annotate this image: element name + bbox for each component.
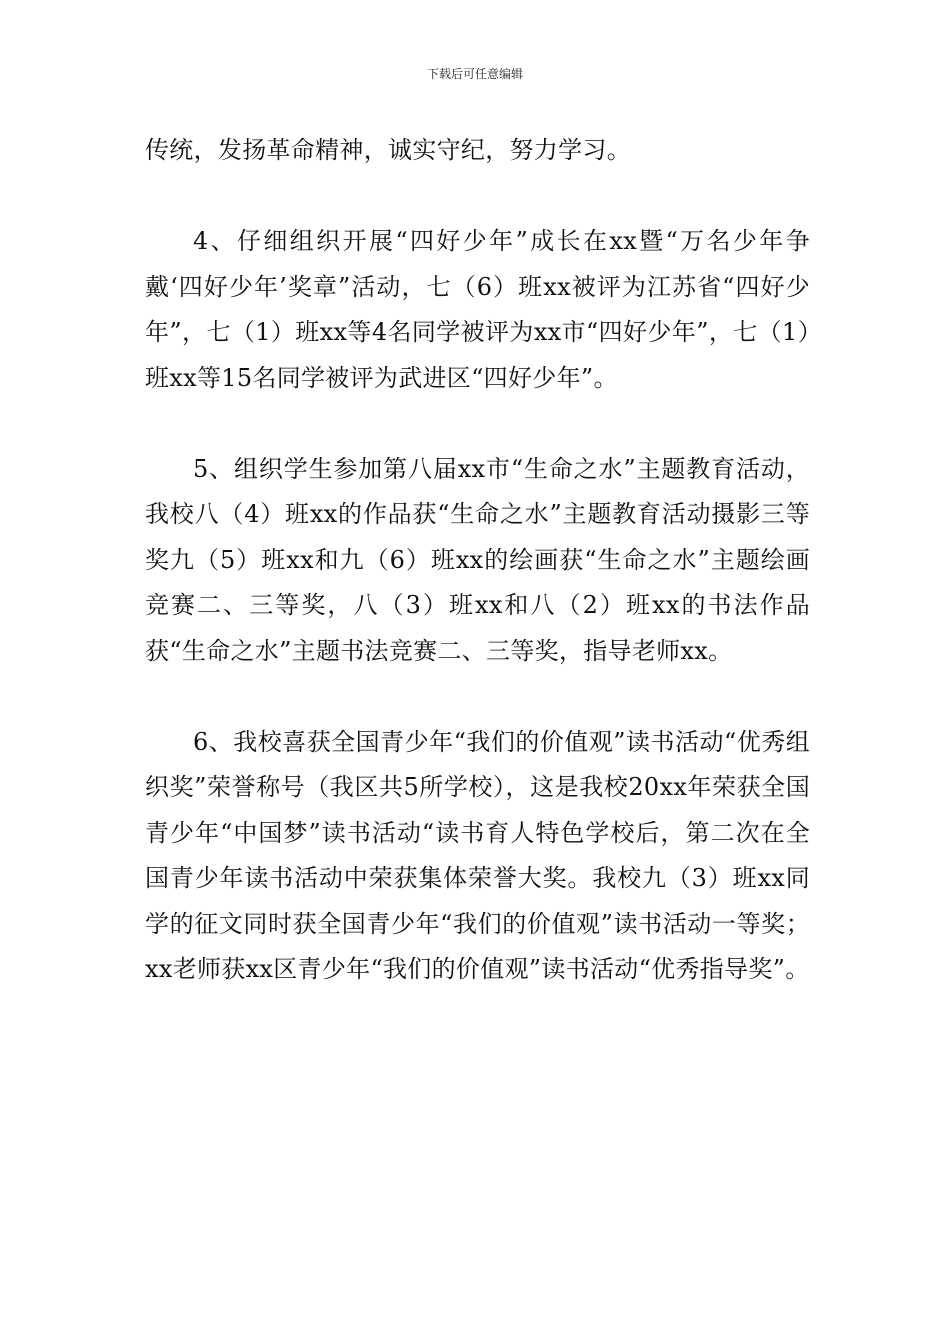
paragraph-item-6: 6、我校喜获全国青少年“我们的价值观”读书活动“优秀组织奖”荣誉称号（我区共5所学校），这是我校20xx年荣获全国青少年“中国梦”读书活动“读书育人特色学校后，第二次在全国青少年读书活动中荣获集体荣誉大奖。我校九（3）班xx同学的征文同时获全国青少年“我们的价值观”读书活动一等奖；xx老师获xx区青少年“我们的价值观”读书活动“优秀指导奖”。 [145, 727, 810, 983]
page-header-note: 下载后可任意编辑 [426, 67, 523, 81]
document-body [145, 128, 810, 993]
paragraph-item-4: 4、仔细组织开展“四好少年”成长在xx暨“万名少年争戴‘四好少年’奖章”活动，七（6）班xx被评为江苏省“四好少年”，七（1）班xx等4名同学被评为xx市“四好少年”，七（1）班xx等15名同学被评为武进区“四好少年”。 [145, 227, 810, 392]
paragraph-item-5: 5、组织学生参加第八届xx市“生命之水”主题教育活动，我校八（4）班xx的作品获“生命之水”主题教育活动摄影三等奖九（5）班xx和九（6）班xx的绘画获“生命之水”主题绘画竞赛二、三等奖，八（3）班xx和八（2）班xx的书法作品获“生命之水”主题书法竞赛二、三等奖，指导老师xx。 [145, 454, 810, 665]
paragraph-continuation: 传统，发扬革命精神，诚实守纪，努力学习。 [145, 136, 631, 164]
